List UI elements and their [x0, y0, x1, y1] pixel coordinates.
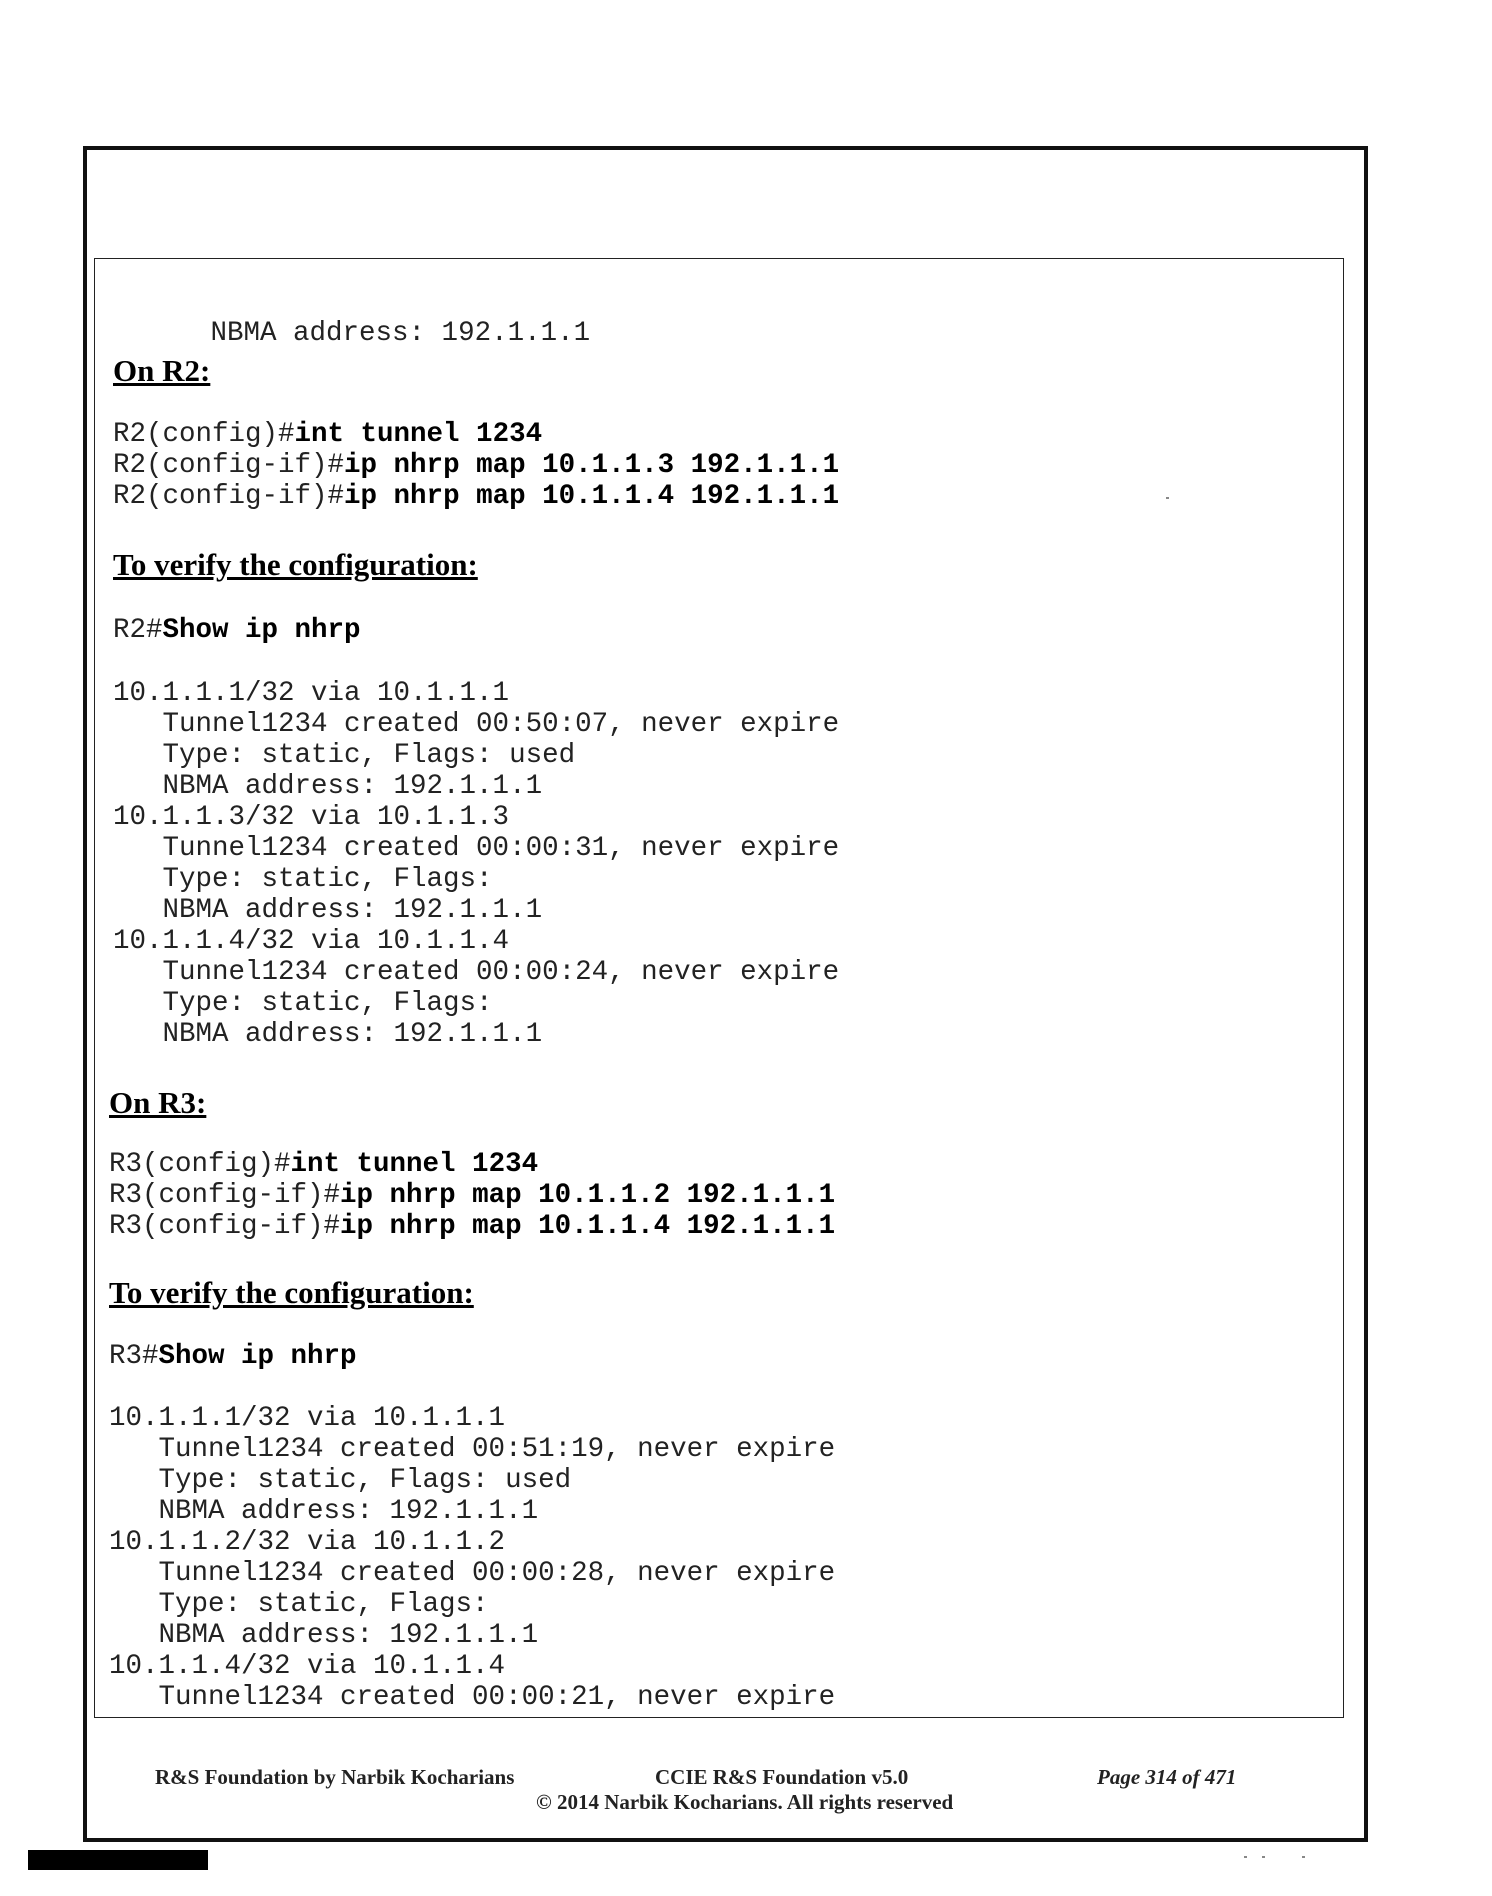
output-line: Tunnel1234 created 00:00:21, never expire [109, 1682, 836, 1713]
output-line: Type: static, Flags: used [113, 740, 576, 771]
output-line: Tunnel1234 created 00:51:19, never expire [109, 1434, 836, 1465]
content-box [94, 258, 1344, 1718]
show-command-line: R3#Show ip nhrp [109, 1341, 357, 1372]
config-line: R3(config)#int tunnel 1234 [109, 1149, 539, 1180]
line-text: NBMA address: 192.1.1.1 [161, 318, 591, 349]
scan-speck [1302, 1856, 1305, 1858]
config-line: R3(config-if)#ip nhrp map 10.1.1.4 192.1.1.1 [109, 1211, 836, 1242]
scan-speck [1262, 1856, 1265, 1858]
output-line: NBMA address: 192.1.1.1 [109, 1496, 539, 1527]
footer-page-number: Page 314 of 471 [1097, 1765, 1237, 1789]
output-line: NBMA address: 192.1.1.1 [109, 1620, 539, 1651]
footer-author: R&S Foundation by Narbik Kocharians [155, 1765, 515, 1789]
scan-speck [1244, 1856, 1247, 1858]
config-line: R3(config-if)#ip nhrp map 10.1.1.2 192.1.1.1 [109, 1180, 836, 1211]
section-heading-verify-r3: To verify the configuration: [109, 1275, 474, 1310]
show-command-line: R2#Show ip nhrp [113, 615, 361, 646]
section-heading-verify-r2: To verify the configuration: [113, 547, 478, 582]
scan-redaction-bar [28, 1850, 208, 1870]
footer-book-title: CCIE R&S Foundation v5.0 [655, 1765, 909, 1789]
config-line: R2(config-if)#ip nhrp map 10.1.1.3 192.1.1.1 [113, 450, 840, 481]
section-heading-on-r2: On R2: [113, 353, 211, 388]
output-line: Type: static, Flags: used [109, 1465, 572, 1496]
output-line: Type: static, Flags: [109, 1589, 489, 1620]
section-heading-on-r3: On R3: [109, 1085, 207, 1120]
config-line: R2(config)#int tunnel 1234 [113, 419, 543, 450]
output-line: 10.1.1.4/32 via 10.1.1.4 [109, 1651, 506, 1682]
output-line: Tunnel1234 created 00:00:24, never expire [113, 957, 840, 988]
output-line: NBMA address: 192.1.1.1 [113, 895, 543, 926]
config-line: R2(config-if)#ip nhrp map 10.1.1.4 192.1.1.1 [113, 481, 840, 512]
output-line: 10.1.1.3/32 via 10.1.1.3 [113, 802, 510, 833]
output-line: 10.1.1.1/32 via 10.1.1.1 [113, 678, 510, 709]
output-line: Type: static, Flags: [113, 864, 493, 895]
output-line: NBMA address: 192.1.1.1 [113, 1019, 543, 1050]
footer-copyright: © 2014 Narbik Kocharians. All rights reserved [536, 1790, 954, 1814]
scan-speck [1166, 497, 1169, 499]
output-line: Tunnel1234 created 00:50:07, never expire [113, 709, 840, 740]
output-line: 10.1.1.2/32 via 10.1.1.2 [109, 1527, 506, 1558]
output-line: 10.1.1.1/32 via 10.1.1.1 [109, 1403, 506, 1434]
output-line: Tunnel1234 created 00:00:28, never expire [109, 1558, 836, 1589]
output-line: Type: static, Flags: [113, 988, 493, 1019]
output-line: Tunnel1234 created 00:00:31, never expire [113, 833, 840, 864]
output-line: NBMA address: 192.1.1.1 [113, 771, 543, 802]
output-line: 10.1.1.4/32 via 10.1.1.4 [113, 926, 510, 957]
